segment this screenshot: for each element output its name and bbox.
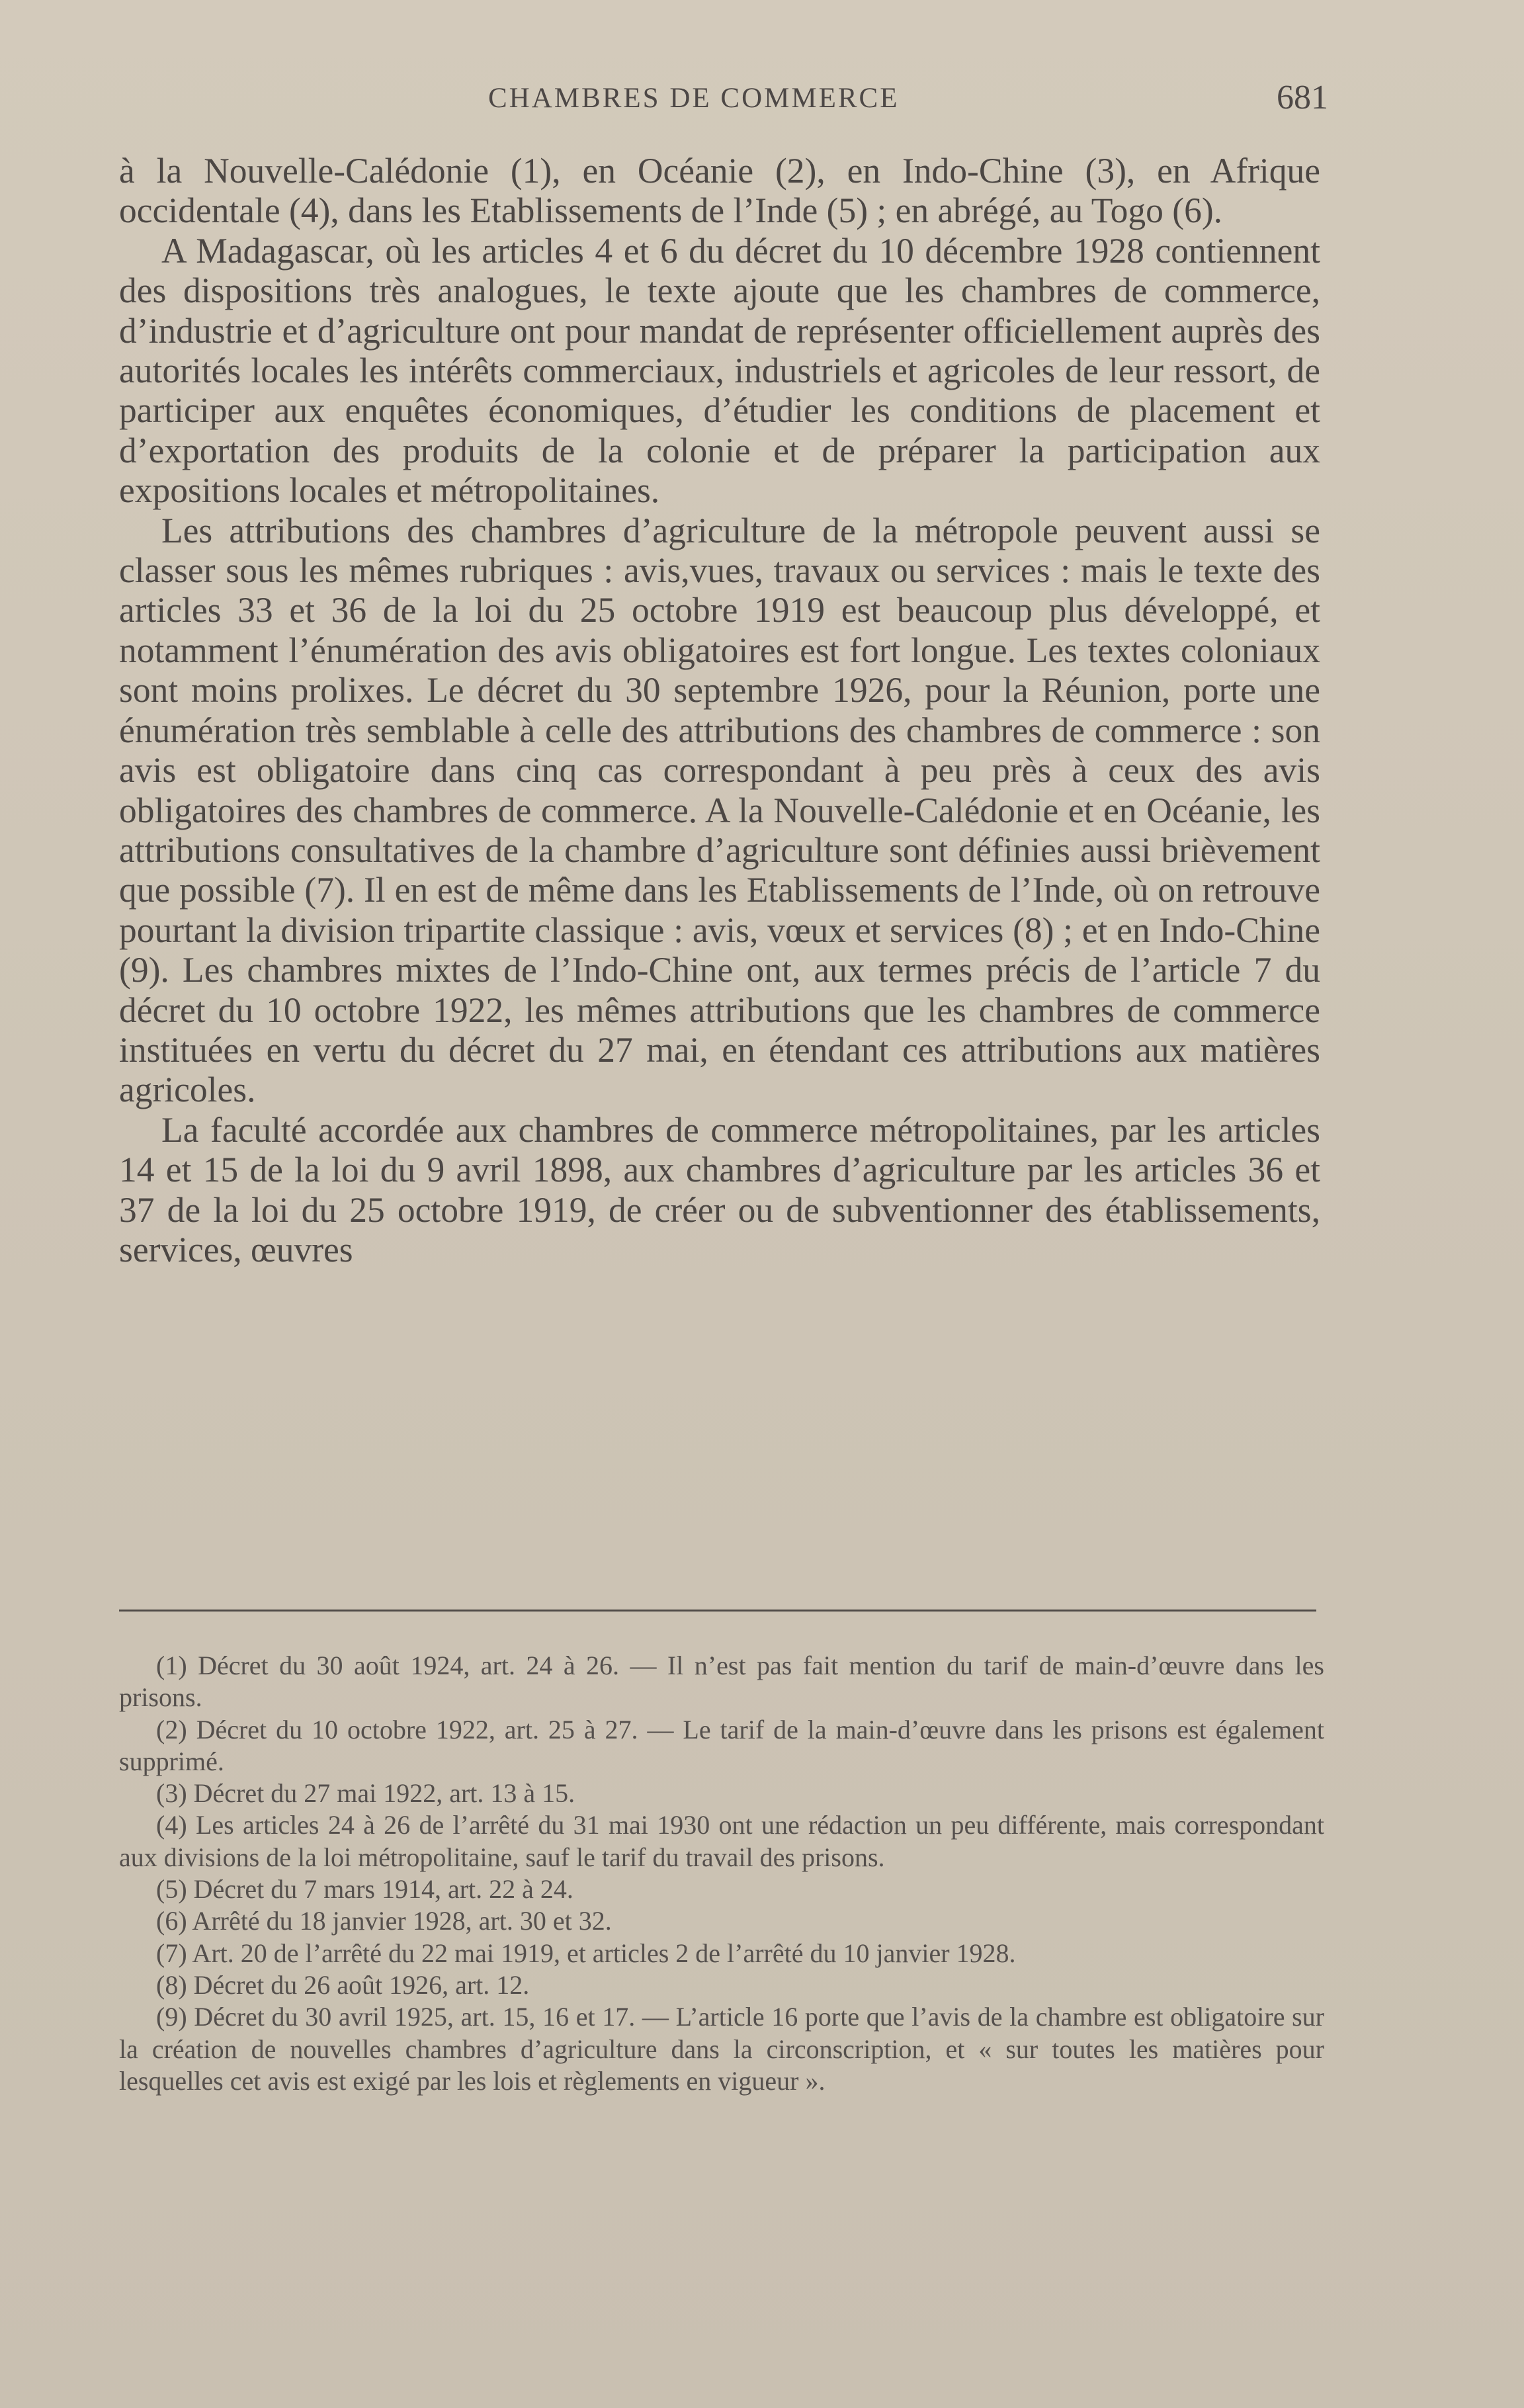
page-header [119, 78, 1328, 124]
footnote: (3) Décret du 27 mai 1922, art. 13 à 15. [156, 1778, 575, 1809]
running-title: CHAMBRES DE COMMERCE [488, 83, 900, 114]
footnote: (8) Décret du 26 août 1926, art. 12. [156, 1969, 530, 2000]
paragraph: à la Nouvelle-Calédonie (1), en Océanie (2), en Indo-Chine (3), en Afrique occidentale (4), dans les Etablissements de l’Inde (5) ; en abrégé, au Togo (6). [119, 151, 1320, 231]
paragraph: A Madagascar, où les articles 4 et 6 du décret du 10 décembre 1928 contiennent des dispositions très analogues, le texte ajoute que les chambres de commerce, d’industrie et d’agriculture ont pour mandat de représenter officiellement auprès des autorités locales les intérêts commerciaux, industriels et agricoles de leur ressort, de participer aux enquêtes économiques, d’étudier les conditions de placement et d’exportation des produits de la colonie et de préparer la participation aux expositions locales et métropolitaines. [119, 230, 1320, 511]
paragraph: La faculté accordée aux chambres de commerce métropolitaines, par les articles 14 et 15 de la loi du 9 avril 1898, aux chambres d’agriculture par les articles 36 et 37 de la loi du 25 octobre 1919, de créer ou de subventionner des établissements, services, œuvres [119, 1109, 1320, 1269]
paragraph: Les attributions des chambres d’agriculture de la métropole peuvent aussi se classer sous les mêmes rubriques : avis,vues, travaux ou services : mais le texte des articles 33 et 36 de la loi du 25 octobre 1919 est beaucoup plus développé, et notamment l’énumération des avis obligatoires est fort longue. Les textes coloniaux sont moins prolixes. Le décret du 30 septembre 1926, pour la Réunion, porte une énumération très semblable à celle des attributions des chambres de commerce : son avis est obligatoire dans cinq cas correspondant à peu près à ceux des avis obligatoires des chambres de commerce. A la Nouvelle-Calédonie et en Océanie, les attributions consultatives de la chambre d’agriculture sont définies aussi brièvement que possible (7). Il en est de même dans les Etablissements de l’Inde, où on retrouve pourtant la division tripartite classique : avis, vœux et services (8) ; et en Indo-Chine (9). Les chambres mixtes de l’Indo-Chine ont, aux termes précis de l’article 7 du décret du 10 octobre 1922, les mêmes attributions que les chambres de commerce instituées en vertu du décret du 27 mai, en étendant ces attributions aux matières agricoles. [119, 510, 1320, 1110]
footnote: (7) Art. 20 de l’arrêté du 22 mai 1919, et articles 2 de l’arrêté du 10 janvier 1928. [156, 1938, 1016, 1968]
footnote: (6) Arrêté du 18 janvier 1928, art. 30 et 32. [156, 1906, 612, 1936]
footnotes [119, 1650, 1324, 2097]
page-number: 681 [1277, 79, 1328, 116]
footnote: (4) Les articles 24 à 26 de l’arrêté du 31 mai 1930 ont une rédaction un peu différente, mais correspondant aux divisions de la loi métropolitaine, sauf le tarif du travail des prisons. [119, 1810, 1324, 1872]
footnote: (9) Décret du 30 avril 1925, art. 15, 16 et 17. — L’article 16 porte que l’avis de la chambre est obligatoire sur la création de nouvelles chambres d’agriculture dans la circonscription, et « sur toutes les matières pour lesquelles cet avis est exigé par les lois et règlements en vigueur ». [119, 2002, 1324, 2096]
main-text [119, 151, 1320, 1269]
footnote: (5) Décret du 7 mars 1914, art. 22 à 24. [156, 1874, 573, 1905]
footnote-separator [119, 1610, 1316, 1612]
footnote: (1) Décret du 30 août 1924, art. 24 à 26. — Il n’est pas fait mention du tarif de main-d’œuvre dans les prisons. [119, 1651, 1324, 1713]
footnote: (2) Décret du 10 octobre 1922, art. 25 à 27. — Le tarif de la main-d’œuvre dans les prisons est également supprimé. [119, 1714, 1324, 1776]
